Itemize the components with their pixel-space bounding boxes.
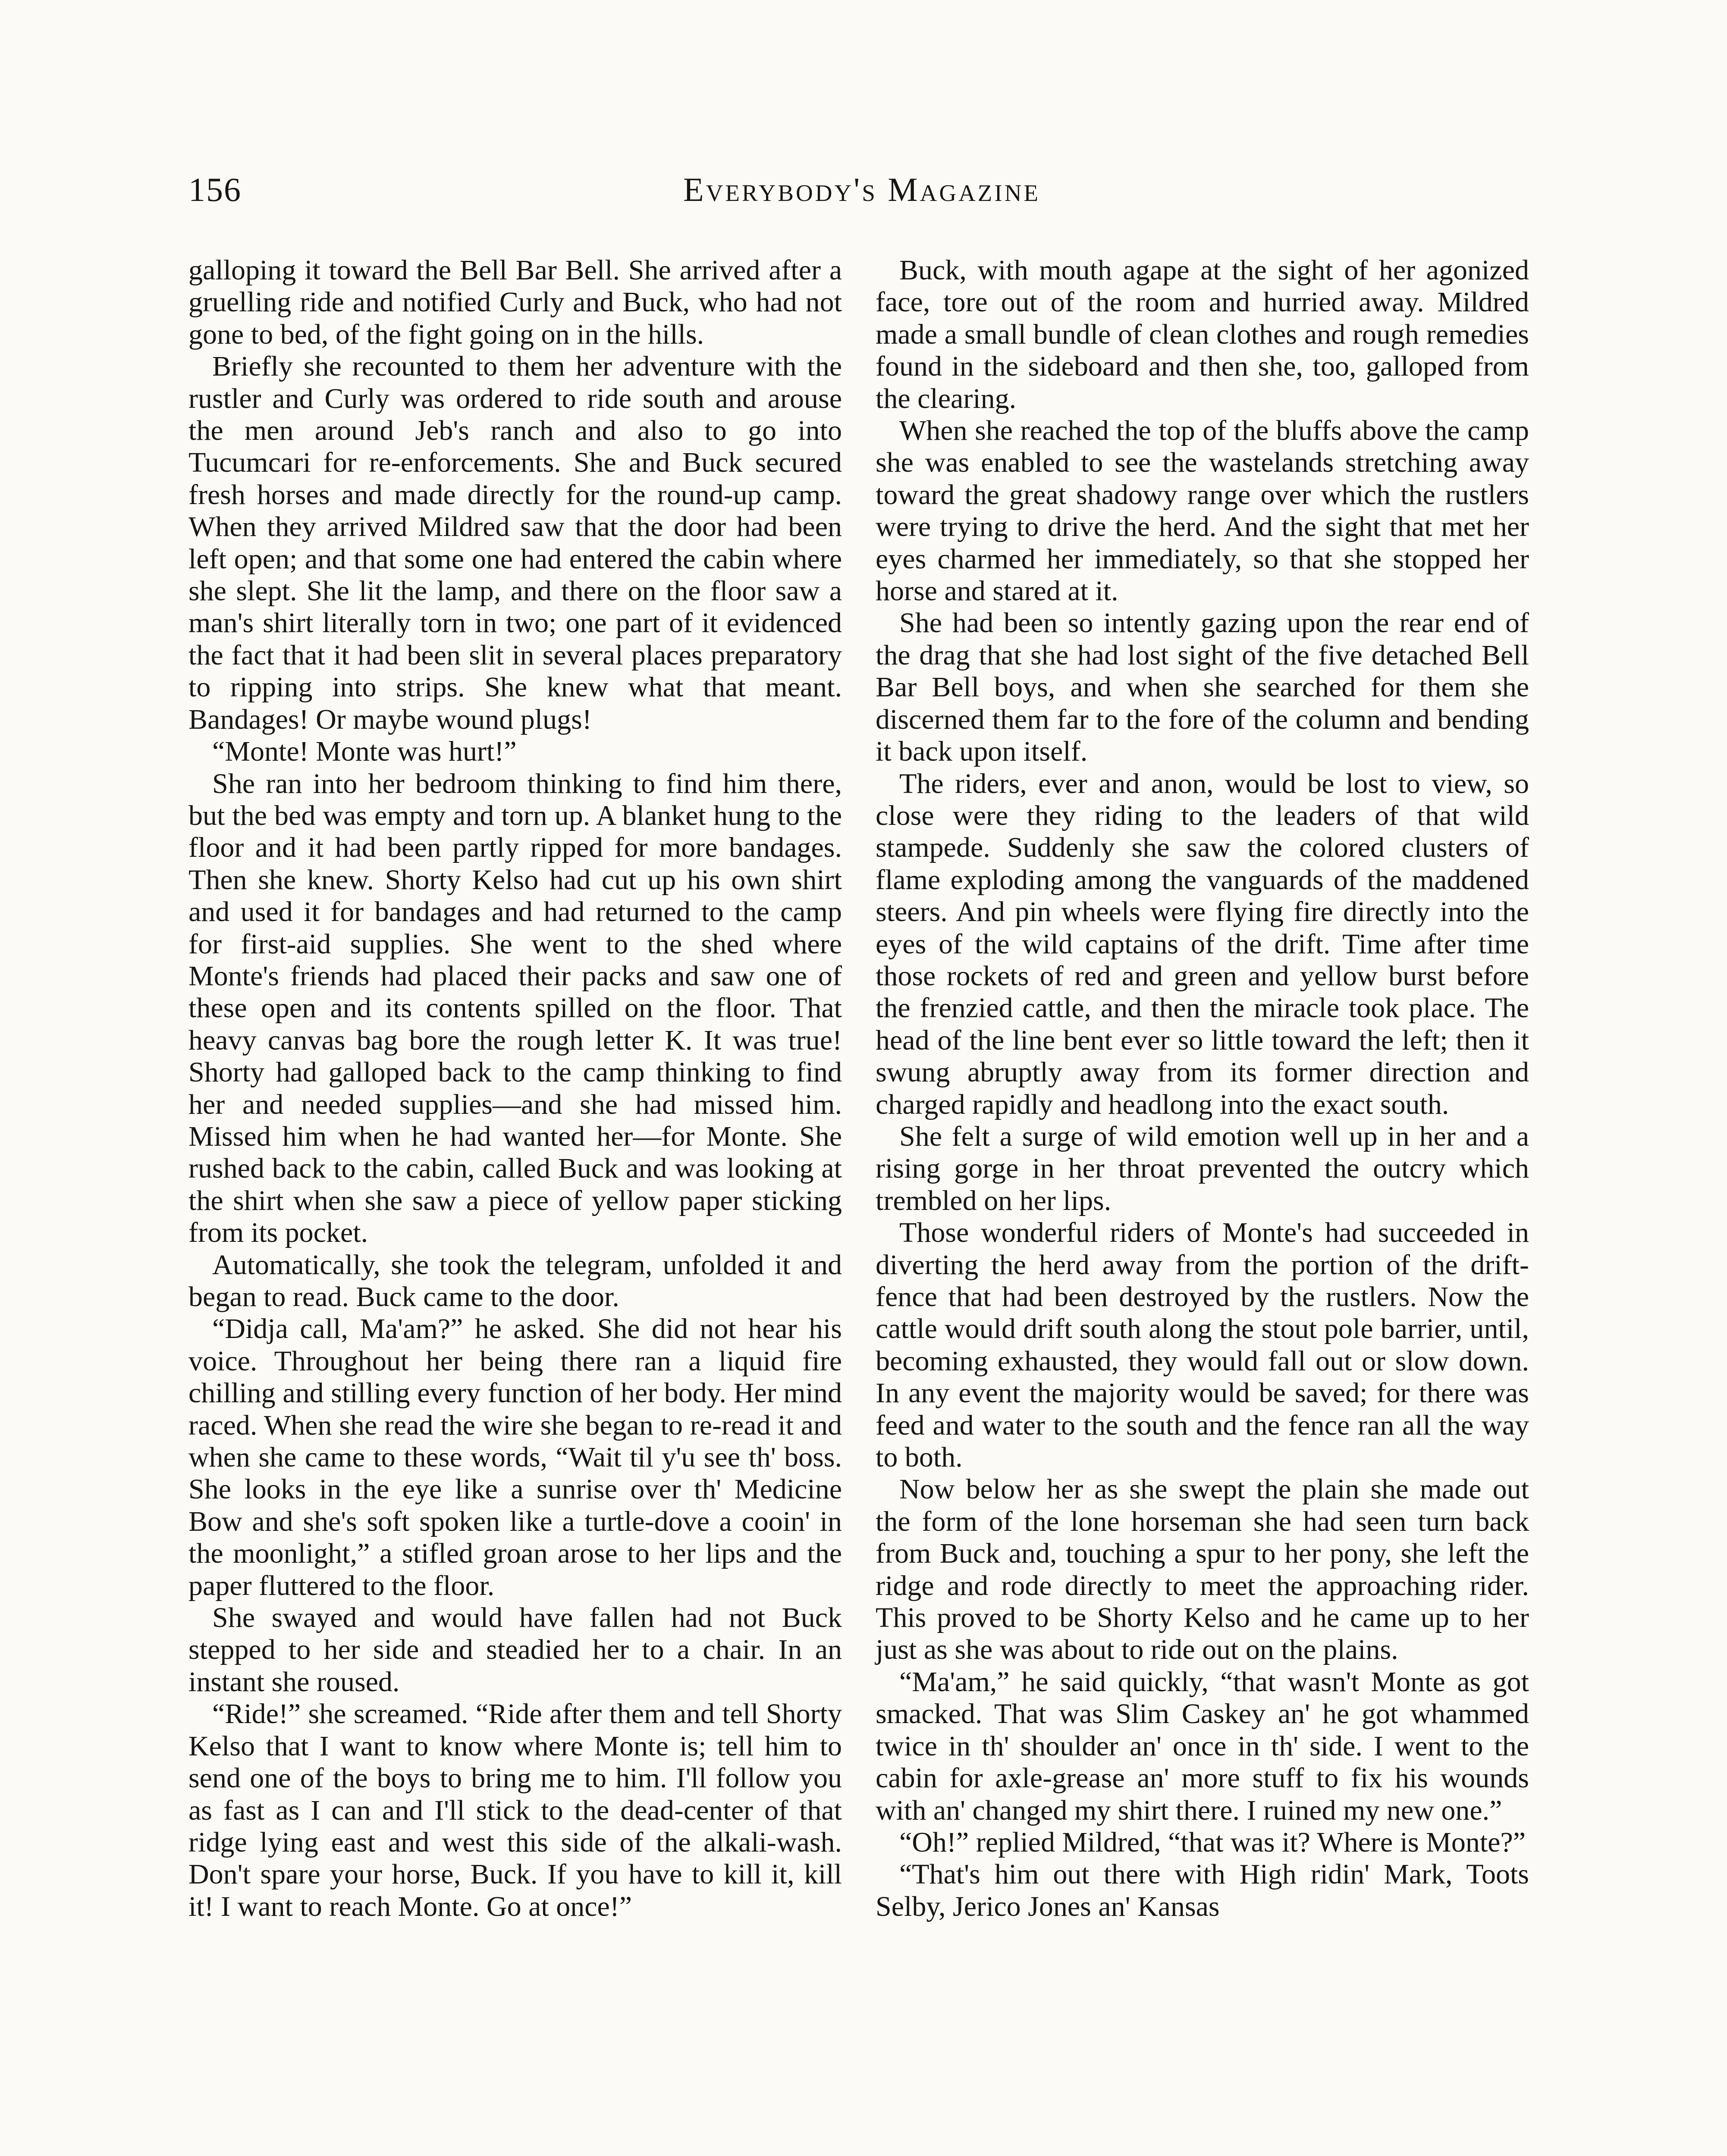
paragraph: She felt a surge of wild emotion well up in her and a rising gorge in her throat prevented the outcry which trembled on her lips. <box>876 1120 1529 1216</box>
paragraph: “That's him out there with High ridin' Mark, Toots Selby, Jerico Jones an' Kansas <box>876 1858 1529 1922</box>
paragraph: galloping it toward the Bell Bar Bell. She arrived after a gruelling ride and notified Curly and Buck, who had not gone to bed, of the fight going on in the hills. <box>188 254 842 350</box>
paragraph: “Oh!” replied Mildred, “that was it? Where is Monte?” <box>899 1826 1526 1858</box>
paragraph: Briefly she recounted to them her adventure with the rustler and Curly was ordered to ride south and arouse the men around Jeb's ranch and also to go into Tucumcari for re-enforcements. She and Buck secured fresh horses and made directly for the round-up camp. When they arrived Mildred saw that the door had been left open; and that some one had entered the cabin where she slept. She lit the lamp, and there on the floor saw a man's shirt literally torn in two; one part of it evidenced the fact that it had been slit in several places preparatory to ripping into strips. She knew what that meant. Bandages! Or maybe wound plugs! <box>188 351 842 735</box>
paragraph: The riders, ever and anon, would be lost to view, so close were they riding to the leaders of that wild stampede. Suddenly she saw the colored clusters of flame exploding among the vanguards of the maddened steers. And pin wheels were flying fire directly into the eyes of the wild captains of the drift. Time after time those rockets of red and green and yellow burst before the frenzied cattle, and then the miracle took place. The head of the line bent ever so little toward the left; then it swung abruptly away from its former direction and charged rapidly and headlong into the exact south. <box>876 768 1529 1120</box>
paragraph: When she reached the top of the bluffs above the camp she was enabled to see the wastelands stretching away toward the great shadowy range over which the rustlers were trying to drive the herd. And the sight that met her eyes charmed her immediately, so that she stopped her horse and stared at it. <box>876 415 1529 607</box>
page-header <box>188 170 1535 218</box>
paragraph: Automatically, she took the telegram, unfolded it and began to read. Buck came to the door. <box>188 1249 842 1313</box>
paragraph: She had been so intently gazing upon the rear end of the drag that she had lost sight of the five detached Bell Bar Bell boys, and when she searched for them she discerned them far to the fore of the column and bending it back upon itself. <box>876 607 1529 768</box>
paragraph: Buck, with mouth agape at the sight of her agonized face, tore out of the room and hurried away. Mildred made a small bundle of clean clothes and rough remedies found in the sideboard and then she, too, galloped from the clearing. <box>876 254 1529 414</box>
paragraph: She swayed and would have fallen had not Buck stepped to her side and steadied her to a chair. In an instant she roused. <box>188 1602 842 1698</box>
paragraph: She ran into her bedroom thinking to find him there, but the bed was empty and torn up. A blanket hung to the floor and it had been partly ripped for more bandages. Then she knew. Shorty Kelso had cut up his own shirt and used it for bandages and had returned to the camp for first-aid supplies. She went to the shed where Monte's friends had placed their packs and saw one of these open and its contents spilled on the floor. That heavy canvas bag bore the rough letter K. It was true! Shorty had galloped back to the camp thinking to find her and needed supplies—and she had missed him. Missed him when he had wanted her—for Monte. She rushed back to the cabin, called Buck and was looking at the shirt when she saw a piece of yellow paper sticking from its pocket. <box>188 768 842 1249</box>
paragraph: Those wonderful riders of Monte's had succeeded in diverting the herd away from the portion of the drift-fence that had been destroyed by the rustlers. Now the cattle would drift south along the stout pole barrier, until, becoming exhausted, they would fall out or slow down. In any event the majority would be saved; for there was feed and water to the south and the fence ran all the way to both. <box>876 1217 1529 1473</box>
right-column <box>876 254 1529 1923</box>
page-number: 156 <box>188 171 242 208</box>
paragraph: “Ma'am,” he said quickly, “that wasn't Monte as got smacked. That was Slim Caskey an' he got whammed twice in th' shoulder an' once in th' side. I went to the cabin for axle-grease an' more stuff to fix his wounds with an' changed my shirt there. I ruined my new one.” <box>876 1666 1529 1826</box>
paragraph: Now below her as she swept the plain she made out the form of the lone horseman she had seen turn back from Buck and, touching a spur to her pony, she left the ridge and rode directly to meet the approaching rider. This proved to be Shorty Kelso and he came up to her just as she was about to ride out on the plains. <box>876 1473 1529 1666</box>
paragraph: “Monte! Monte was hurt!” <box>212 736 517 768</box>
paragraph: “Ride!” she screamed. “Ride after them and tell Shorty Kelso that I want to know where Monte is; tell him to send one of the boys to bring me to him. I'll follow you as fast as I can and I'll stick to the dead-center of that ridge lying east and west this side of the alkali-wash. Don't spare your horse, Buck. If you have to kill it, kill it! I want to reach Monte. Go at once!” <box>188 1698 842 1922</box>
magazine-title: Everybody's Magazine <box>683 171 1041 208</box>
left-column <box>188 254 842 1923</box>
paragraph: “Didja call, Ma'am?” he asked. She did not hear his voice. Throughout her being there ran a liquid fire chilling and stilling every function of her body. Her mind raced. When she read the wire she began to re-read it and when she came to these words, “Wait til y'u see th' boss. She looks in the eye like a sunrise over th' Medicine Bow and she's soft spoken like a turtle-dove a cooin' in the moonlight,” a stifled groan arose to her lips and the paper fluttered to the floor. <box>188 1313 842 1601</box>
